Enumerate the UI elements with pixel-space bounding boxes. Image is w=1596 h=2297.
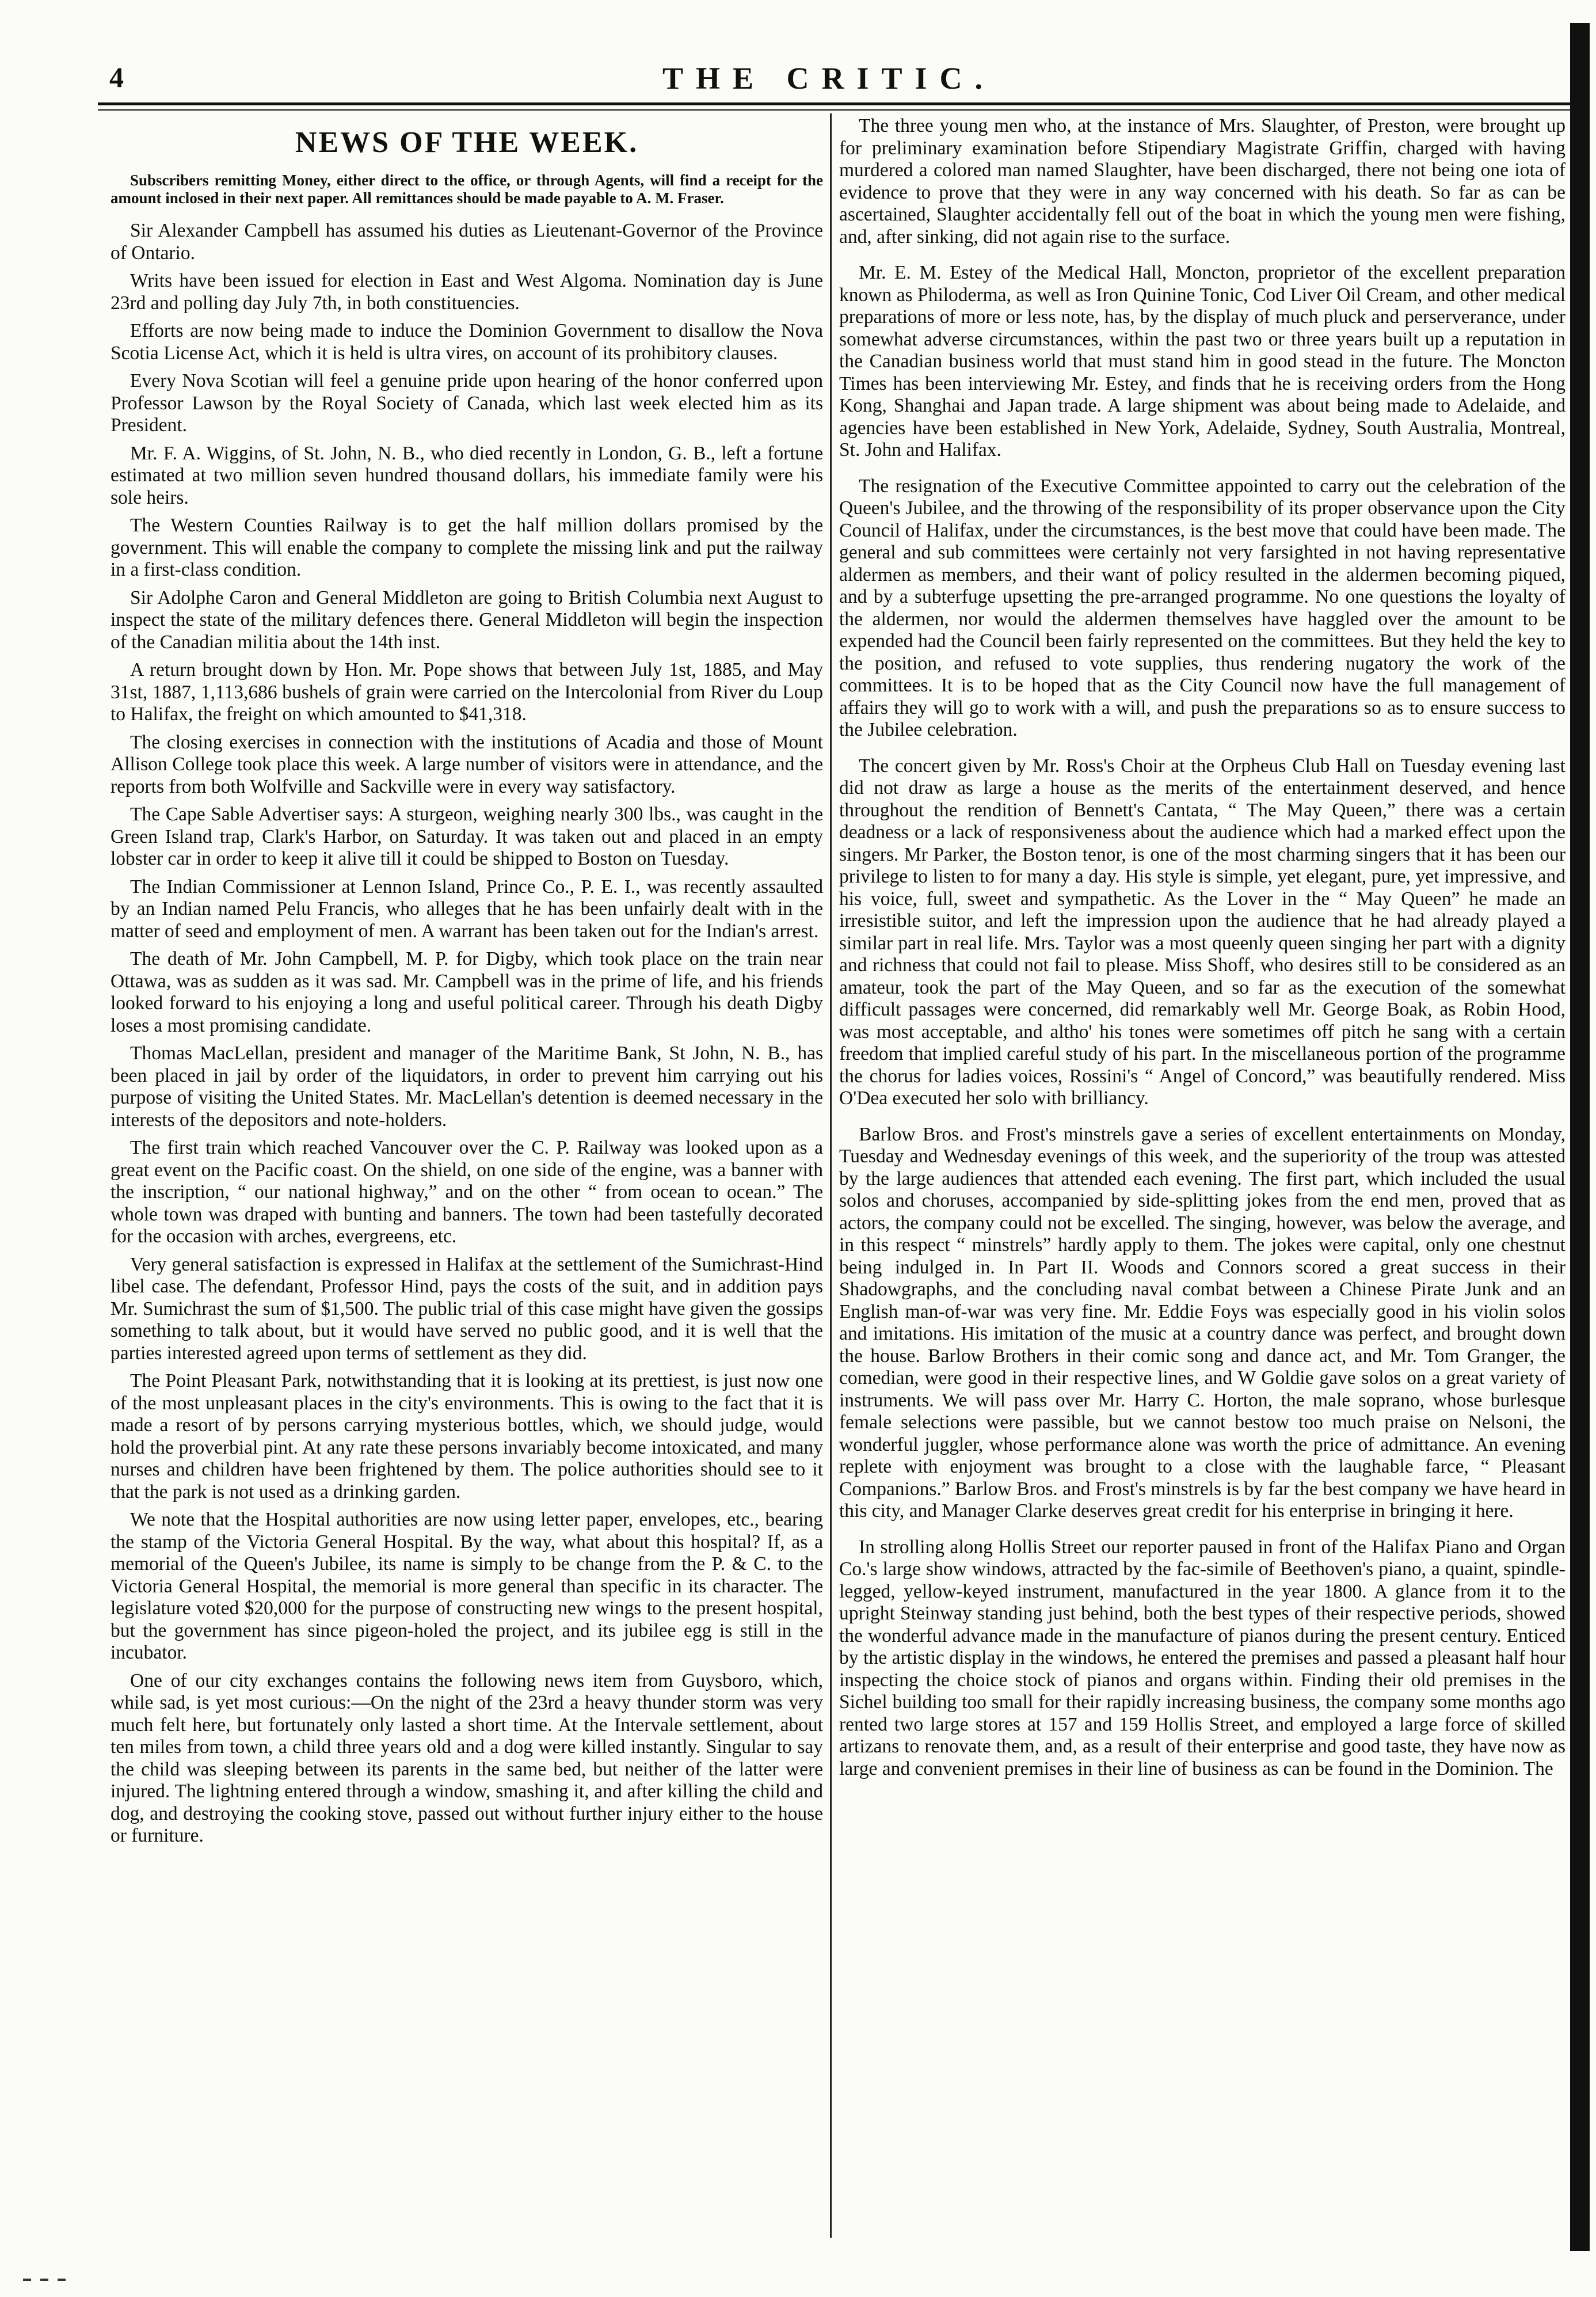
right-column <box>839 115 1565 1794</box>
news-item: Very general satisfaction is expressed in Halifax at the settlement of the Sumichrast-Hind libel case. The defendant, Professor Hind, pays the costs of the suit, and in addition pays Mr. Sumichrast the sum of $1,500. The public trial of this case might have given the gossips something to talk about, but it would have served no public good, and it is well that the parties interested agreed upon terms of settlement as they did. <box>111 1253 823 1364</box>
scan-edge-border <box>1570 23 1590 2251</box>
masthead-title: THE CRITIC. <box>662 61 996 96</box>
news-item: Efforts are now being made to induce the Dominion Government to disallow the Nova Scotia License Act, which it is held is ultra vires, on account of its prohibitory clauses. <box>111 320 823 364</box>
news-item: The closing exercises in connection with the institutions of Acadia and those of Mount Allison College took place this week. A large number of visitors were in attendance, and the reports from both Wolfville and Sackville were in every way satisfactory. <box>111 731 823 797</box>
column-divider <box>830 113 832 2238</box>
news-item: The Cape Sable Advertiser says: A sturgeon, weighing nearly 300 lbs., was caught in the Green Island trap, Clark's Harbor, on Saturday. It was taken out and placed in an empty lobster car in order to keep it alive till it could be shipped to Boston on Tuesday. <box>111 804 823 869</box>
page-header <box>98 60 1560 101</box>
page-number: 4 <box>109 61 124 93</box>
news-item: A return brought down by Hon. Mr. Pope shows that between July 1st, 1885, and May 31st, 1887, 1,113,686 bushels of grain were carried on the Intercolonial from River du Loup to Halifax, the freight on which amounted to $41,318. <box>111 659 823 725</box>
news-item: The first train which reached Vancouver over the C. P. Railway was looked upon as a great event on the Pacific coast. On the shield, on one side of the engine, was a banner with the inscription, “ our national highway,” and on the other “ from ocean to ocean.” The whole town was draped with bunting and banners. The town had been tastefully decorated for the occasion with arches, evergreens, etc. <box>111 1137 823 1247</box>
left-column <box>111 115 823 1853</box>
header-rule-thin <box>98 109 1571 111</box>
news-item: Mr. F. A. Wiggins, of St. John, N. B., who died recently in London, G. B., left a fortune estimated at two million seven hundred thousand dollars, his immediate family were his sole heirs. <box>111 442 823 508</box>
header-rule-thick <box>98 102 1571 105</box>
section-heading: NEWS OF THE WEEK. <box>295 126 639 159</box>
news-item: The Point Pleasant Park, notwithstanding that it is looking at its prettiest, is just now one of the most unpleasant places in the city's environments. This is owing to the fact that it is made a resort of by persons carrying mysterious bottles, which, we should judge, would hold the proverbial pint. At any rate these persons invariably become intoxicated, and many nurses and children have been frightened by them. The police authorities should see to it that the park is not used as a drinking garden. <box>111 1370 823 1503</box>
news-item: One of our city exchanges contains the following news item from Guysboro, which, while sad, is yet most curious:—On the night of the 23rd a heavy thunder storm was very much felt here, but fortunately only lasted a short time. At the Intervale settlement, about ten miles from town, a child three years old and a dog were killed instantly. Singular to say the child was sleeping between its parents in the same bed, but neither of the latter were injured. The lightning entered through a window, smashing it, and after killing the child and dog, and destroying the cooking stove, passed out without further injury either to the house or furniture. <box>111 1669 823 1846</box>
news-item: Every Nova Scotian will feel a genuine pride upon hearing of the honor conferred upon Professor Lawson by the Royal Society of Canada, which last week elected him as its President. <box>111 370 823 436</box>
news-item: In strolling along Hollis Street our reporter paused in front of the Halifax Piano and Organ Co.'s large show windows, attracted by the fac-simile of Beethoven's piano, a quaint, spindle-legged, yellow-keyed instrument, manufactured in the year 1800. A glance from it to the upright Steinway standing just behind, both the best types of their respective periods, showed the wonderful advance made in the manufacture of pianos during the present century. Enticed by the artistic display in the windows, he entered the premises and passed a pleasant half hour inspecting the choice stock of pianos and organs within. Finding their old premises in the Sichel building too small for their rapidly increasing business, the company some months ago rented two large stores at 157 and 159 Hollis Street, and employed a large force of skilled artizans to renovate them, and, as a result of their enterprise and good taste, they have now as large and convenient premises in their line of business as can be found in the Dominion. The <box>839 1536 1565 1779</box>
subscriber-notice: Subscribers remitting Money, either direct to the office, or through Agents, will find a receipt for the amount inclosed in their next paper. All remittances should be made payable to A. M. Fraser. <box>111 172 823 207</box>
news-item: Mr. E. M. Estey of the Medical Hall, Moncton, proprietor of the excellent preparation known as Philoderma, as well as Iron Quinine Tonic, Cod Liver Oil Cream, and other medical preparations of more or less note, has, by the display of much pluck and perserverance, under somewhat adverse circumstances, within the past two or three years built up a reputation in the Canadian business world that must stand him in good stead in the future. The Moncton Times has been interviewing Mr. Estey, and finds that he is receiving orders from the Hong Kong, Shanghai and Japan trade. A large shipment was about being made to Adelaide, and agencies have been established in New York, Adelaide, Sydney, South Australia, Montreal, St. John and Halifax. <box>839 262 1565 461</box>
news-item: The Western Counties Railway is to get the half million dollars promised by the government. This will enable the company to complete the missing link and put the railway in a first-class condition. <box>111 515 823 580</box>
news-item: Barlow Bros. and Frost's minstrels gave a series of excellent entertainments on Monday, Tuesday and Wednesday evenings of this week, and the superiority of the troup was attested by the large audiences that attended each evening. The first part, which included the usual solos and choruses, accompanied by side-splitting jokes from the end men, proved that as actors, the company could not be excelled. The singing, however, was below the average, and in this respect “ minstrels” hardly apply to them. The jokes were capital, only one chestnut being indulged in. In Part II. Woods and Connors scored a great success in their Shadowgraphs, and the concluding naval combat between a Chinese Pirate Junk and an English man-of-war was very fine. Mr. Eddie Foys was especially good in his violin solos and imitations. His imitation of the music at a country dance was perfect, and brought down the house. Barlow Brothers in their comic song and dance act, and Mr. Tom Granger, the comedian, were good in their respective lines, and W Goldie gave solos on a great variety of instruments. We will pass over Mr. Harry C. Horton, the male soprano, whose burlesque female selections were passible, but we cannot bestow too much praise on Nelsoni, the wonderful juggler, whose performance alone was worth the price of admittance. An evening replete with enjoyment was brought to a close with the laughable farce, “ Pleasant Companions.” Barlow Bros. and Frost's minstrels is by far the best company we have heard in this city, and Manager Clarke deserves great credit for his enterprise in bringing it here. <box>839 1123 1565 1522</box>
news-item: We note that the Hospital authorities are now using letter paper, envelopes, etc., bearing the stamp of the Victoria General Hospital. By the way, what about this hospital? If, as a memorial of the Queen's Jubilee, its name is simply to be change from the P. & C. to the Victoria General Hospital, the memorial is more general than specific in its character. The legislature voted $20,000 for the purpose of constructing new wings to the present hospital, but the government has since pigeon-holed the project, and its jubilee egg is still in the incubator. <box>111 1509 823 1663</box>
news-item: The Indian Commissioner at Lennon Island, Prince Co., P. E. I., was recently assaulted by an Indian named Pelu Francis, who alleges that he has been unfairly dealt with in the matter of seed and employment of men. A warrant has been taken out for the Indian's arrest. <box>111 876 823 942</box>
news-item: The death of Mr. John Campbell, M. P. for Digby, which took place on the train near Ottawa, was as sudden as it was sad. Mr. Campbell was in the prime of life, and his friends looked forward to his enjoying a long and useful political career. Through his death Digby loses a most promising candidate. <box>111 948 823 1036</box>
news-item: The concert given by Mr. Ross's Choir at the Orpheus Club Hall on Tuesday evening last did not draw as large a house as the merits of the entertainment deserved, and hence throughout the rendition of Bennett's Cantata, “ The May Queen,” there was a certain deadness or a lack of responsiveness about the audience which had a marked effect upon the singers. Mr Parker, the Boston tenor, is one of the most charming singers that it has been our privilege to listen to for many a day. His style is simple, yet elegant, pure, yet impressive, and his voice, full, sweet and sympathetic. As the Lover in the “ May Queen” he made an irresistible suitor, and left the impression upon the audience that he had already played a similar part in real life. Mrs. Taylor was a most queenly queen singing her part with a dignity and richness that could not fail to please. Miss Shoff, who desires still to be considered as an amateur, took the part of the May Queen, and so far as the execution of the somewhat difficult passages were concerned, did remarkably well Mr. George Boak, as Robin Hood, was most acceptable, and altho' his tones were sometimes off pitch he sang with a certain freedom that implied careful study of his part. In the miscellaneous portion of the programme the chorus for ladies voices, Rossini's “ Angel of Concord,” was beautifully rendered. Miss O'Dea executed her solo with brilliancy. <box>839 755 1565 1109</box>
news-item: Thomas MacLellan, president and manager of the Maritime Bank, St John, N. B., has been placed in jail by order of the liquidators, in order to prevent him carrying out his purpose of visiting the United States. Mr. MacLellan's detention is deemed necessary in the interests of the depositors and note-holders. <box>111 1043 823 1131</box>
news-item: The resignation of the Executive Committee appointed to carry out the celebration of the Queen's Jubilee, and the throwing of the responsibility of its proper observance upon the City Council of Halifax, under the circumstances, is the best move that could have been made. The general and sub committees were certainly not very farsighted in not having representative aldermen as members, and their want of policy resulted in the aldermen becoming piqued, and by a subterfuge upsetting the pre-arranged programme. No one questions the loyalty of the aldermen, nor would the aldermen themselves have haggled over the amount to be expended had the Council been fairly represented on the committees. But they held the key to the position, and refused to vote supplies, thus rendering nugatory the work of the committees. It is to be hoped that as the City Council now have the full management of affairs they will go to work with a will, and push the preparations so as to ensure success to the Jubilee celebration. <box>839 475 1565 740</box>
news-item: The three young men who, at the instance of Mrs. Slaughter, of Preston, were brought up for preliminary examination before Stipendiary Magistrate Griffin, charged with having murdered a colored man named Slaughter, have been discharged, there not being one iota of evidence to prove that they were in any way concerned with his death. So far as can be ascertained, Slaughter accidentally fell out of the boat in which the young men were fishing, and, after sinking, did not again rise to the surface. <box>839 115 1565 248</box>
news-item: Sir Adolphe Caron and General Middleton are going to British Columbia next August to inspect the state of the military defences there. General Middleton will begin the inspection of the Canadian militia about the 14th inst. <box>111 587 823 653</box>
news-item: Writs have been issued for election in East and West Algoma. Nomination day is June 23rd and polling day July 7th, in both constituencies. <box>111 270 823 314</box>
footer-mark <box>23 2279 75 2281</box>
news-item: Sir Alexander Campbell has assumed his duties as Lieutenant-Governor of the Province of Ontario. <box>111 220 823 264</box>
